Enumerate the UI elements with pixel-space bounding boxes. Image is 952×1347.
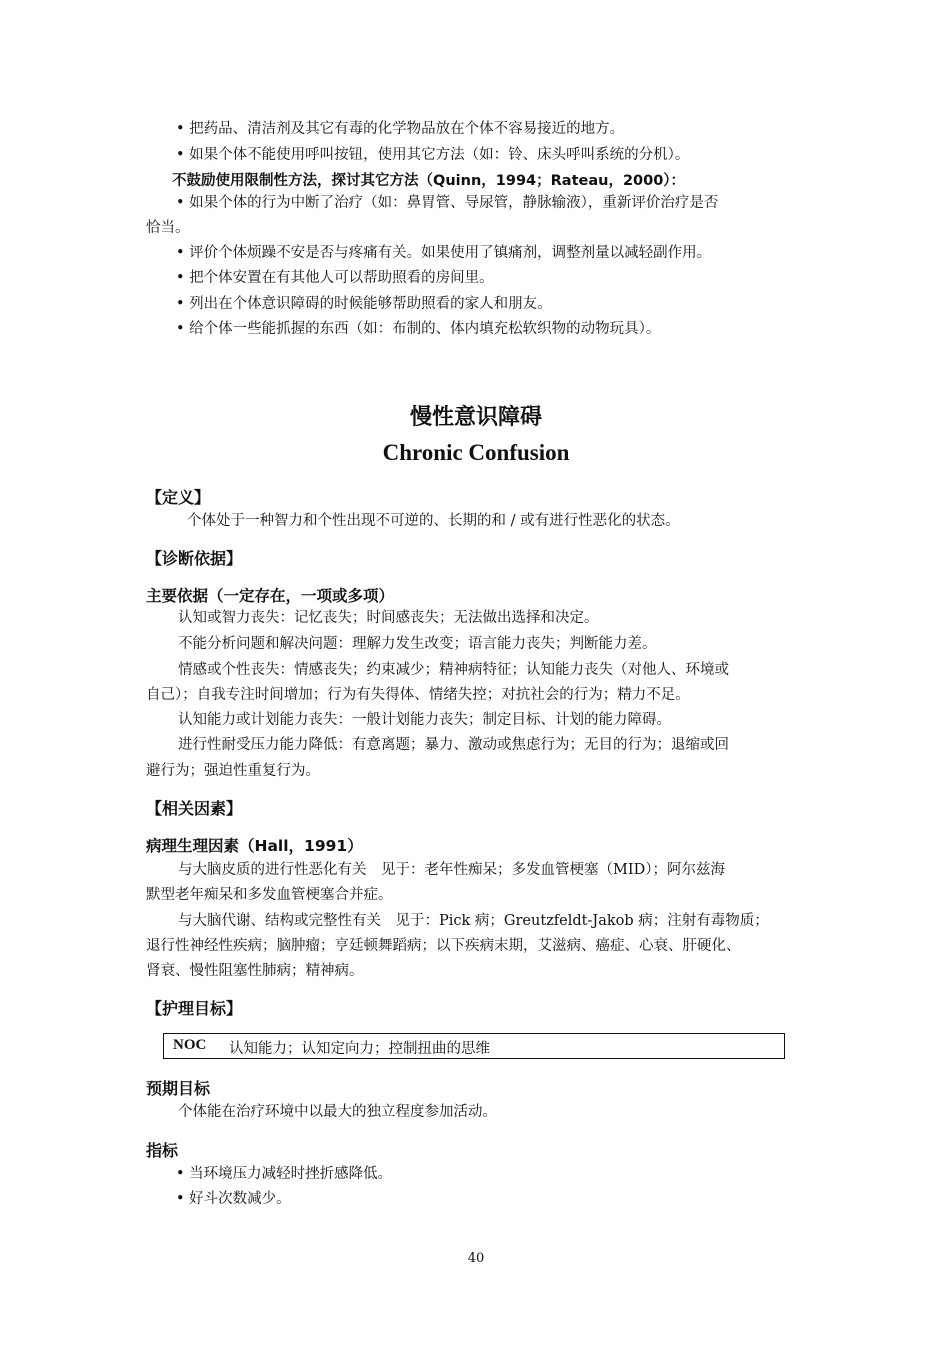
criteria-line: 认知能力或计划能力丧失：一般计划能力丧失；制定目标、计划的能力障碍。	[178, 712, 671, 728]
bullet-item: • 如果个体的行为中断了治疗（如：鼻胃管、导尿管，静脉输液），重新评价治疗是否	[176, 195, 719, 211]
major-criteria-heading: 主要依据（一定存在，一项或多项）	[146, 587, 395, 605]
criteria-line: 不能分析问题和解决问题：理解力发生改变；语言能力丧失；判断能力差。	[178, 636, 657, 652]
criteria-line: 认知或智力丧失：记忆丧失；时间感丧失；无法做出选择和决定。	[178, 610, 599, 626]
factor-line: 退行性神经性疾病；脑肿瘤；亨廷顿舞蹈病；以下疾病末期，艾滋病、癌症、心衰、肝硬化、	[146, 938, 741, 954]
criteria-line: 避行为；强迫性重复行为。	[146, 763, 320, 779]
section-heading-diagnosis: 【诊断依据】	[146, 549, 243, 568]
factor-line: 默型老年痴呆和多发血管梗塞合并症。	[146, 887, 393, 903]
section-heading-definition: 【定义】	[146, 488, 211, 507]
factor-line: 与大脑皮质的进行性恶化有关 见于：老年性痴呆；多发血管梗塞（MID）；阿尔兹海	[178, 862, 725, 878]
expected-goal-heading: 预期目标	[146, 1079, 211, 1098]
noc-box	[163, 1033, 785, 1059]
noc-label: NOC	[173, 1037, 207, 1053]
bullet-item: • 如果个体不能使用呼叫按钮，使用其它方法（如：铃、床头呼叫系统的分机）。	[176, 147, 690, 163]
page-title-chinese: 慢性意识障碍	[409, 405, 542, 430]
noc-text: 认知能力；认知定向力；控制扭曲的思维	[229, 1041, 490, 1057]
section-heading-goals: 【护理目标】	[146, 999, 243, 1018]
bullet-item: • 给个体一些能抓握的东西（如：布制的、体内填充松软织物的动物玩具）。	[176, 321, 661, 337]
criteria-line: 自己）；自我专注时间增加；行为有失得体、情绪失控；对抗社会的行为；精力不足。	[146, 687, 690, 703]
page-title-english: Chronic Confusion	[382, 440, 570, 465]
bullet-item-continuation: 恰当。	[146, 220, 190, 236]
indicators-heading: 指标	[146, 1141, 179, 1160]
criteria-line: 进行性耐受压力能力降低：有意离题；暴力、激动或焦虑行为；无目的行为；退缩或回	[178, 737, 729, 753]
indicator-item: • 当环境压力减轻时挫折感降低。	[176, 1166, 393, 1182]
bullet-item: • 评价个体烦躁不安是否与疼痛有关。如果使用了镇痛剂，调整剂量以减轻副作用。	[176, 245, 712, 261]
page-number: 40	[467, 1251, 485, 1266]
expected-goal-text: 个体能在治疗环境中以最大的独立程度参加活动。	[178, 1104, 497, 1120]
restraint-heading: 不鼓励使用限制性方法，探讨其它方法（Quinn，1994；Rateau，2000）：	[172, 173, 686, 189]
bullet-item: • 列出在个体意识障碍的时候能够帮助照看的家人和朋友。	[176, 296, 552, 312]
factor-line: 与大脑代谢、结构或完整性有关 见于：Pick 病；Greutzfeldt-Jakob 病；注射有毒物质；	[178, 913, 769, 929]
section-heading-factors: 【相关因素】	[146, 799, 243, 818]
factor-line: 肾衰、慢性阻塞性肺病；精神病。	[146, 963, 364, 979]
criteria-line: 情感或个性丧失：情感丧失；约束减少；精神病特征；认知能力丧失（对他人、环境或	[178, 662, 729, 678]
bullet-item: • 把药品、清洁剂及其它有毒的化学物品放在个体不容易接近的地方。	[176, 121, 625, 137]
pathophysiology-heading: 病理生理因素（Hall，1991）	[146, 837, 363, 855]
bullet-item: • 把个体安置在有其他人可以帮助照看的房间里。	[176, 270, 494, 286]
indicator-item: • 好斗次数减少。	[176, 1191, 291, 1207]
definition-text: 个体处于一种智力和个性出现不可逆的、长期的和 / 或有进行性恶化的状态。	[187, 513, 680, 529]
